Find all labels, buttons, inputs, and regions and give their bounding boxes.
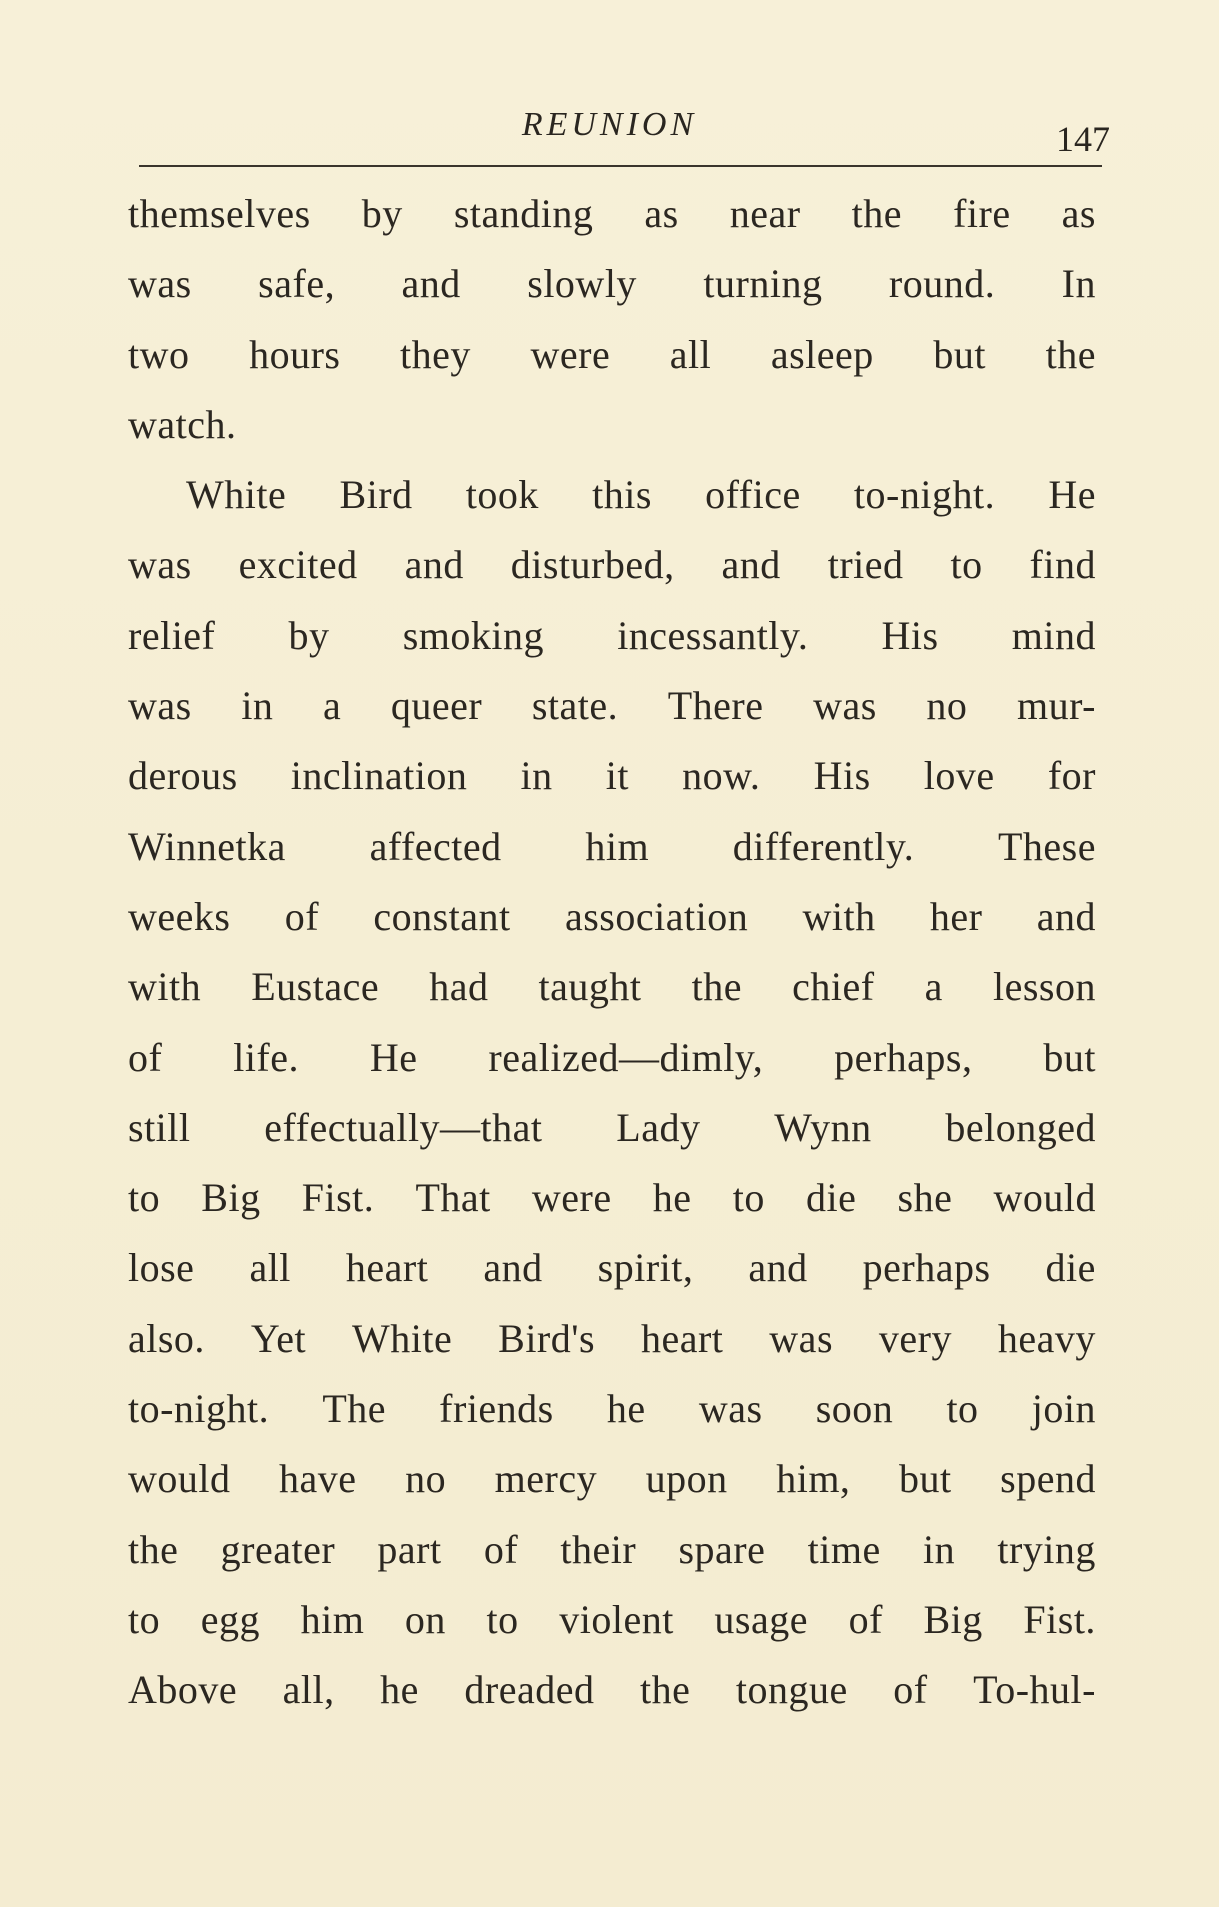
word: to xyxy=(732,1175,765,1221)
word: join xyxy=(1031,1386,1096,1432)
word: Eustace xyxy=(251,964,380,1010)
word: of xyxy=(848,1596,883,1642)
word: to-night. xyxy=(853,472,996,518)
text-line xyxy=(128,1385,1096,1455)
text-line xyxy=(128,541,1096,611)
word: but xyxy=(898,1456,952,1502)
word: soon xyxy=(815,1386,894,1432)
word: upon xyxy=(645,1456,728,1502)
word: tongue xyxy=(735,1667,848,1713)
running-head-title: REUNION xyxy=(521,106,698,143)
word: spend xyxy=(1000,1456,1096,1502)
word: also. xyxy=(128,1315,205,1361)
text-line xyxy=(128,612,1096,682)
word: were xyxy=(531,1175,612,1221)
word: taught xyxy=(538,964,642,1010)
page-number: 147 xyxy=(1056,119,1110,159)
word: him xyxy=(585,823,650,869)
word: To-hul- xyxy=(973,1667,1096,1713)
word: her xyxy=(929,893,983,939)
word: to-night. xyxy=(128,1386,270,1432)
word: realized—dimly, xyxy=(488,1034,764,1080)
word: was xyxy=(128,683,192,729)
text-line xyxy=(128,823,1096,893)
word: him xyxy=(300,1596,365,1642)
text-line xyxy=(128,752,1096,822)
word: the xyxy=(851,191,903,236)
word: spirit, xyxy=(597,1245,694,1291)
word: no xyxy=(405,1456,447,1502)
text-line xyxy=(128,1244,1096,1314)
word: he xyxy=(606,1386,646,1432)
word: lose xyxy=(128,1245,195,1291)
word: of xyxy=(128,1034,163,1080)
word: perhaps xyxy=(862,1245,991,1291)
word: to xyxy=(950,542,983,588)
word: of xyxy=(893,1667,928,1713)
word: as xyxy=(644,191,679,236)
word: He xyxy=(369,1034,418,1080)
word: derous xyxy=(128,753,238,799)
text-line xyxy=(128,1034,1096,1104)
word: constant xyxy=(373,893,511,939)
word: was xyxy=(698,1386,763,1432)
word: egg xyxy=(200,1596,260,1642)
running-head xyxy=(0,106,1219,159)
word: and xyxy=(748,1245,808,1291)
word: violent xyxy=(559,1596,674,1642)
word: inclination xyxy=(290,753,468,799)
word: Wynn xyxy=(774,1104,872,1150)
text-line xyxy=(128,190,1096,260)
word: Above xyxy=(128,1667,238,1713)
header-rule xyxy=(139,165,1102,167)
word: their xyxy=(560,1526,637,1572)
word: heart xyxy=(345,1245,429,1291)
text-line xyxy=(128,1596,1096,1666)
word: him, xyxy=(776,1456,851,1502)
word: she xyxy=(897,1175,953,1221)
word: all xyxy=(249,1245,291,1291)
word: round. xyxy=(888,261,996,307)
word: Big xyxy=(201,1175,261,1221)
word: White xyxy=(186,472,287,518)
word: trying xyxy=(997,1526,1096,1572)
word: he xyxy=(380,1667,419,1713)
text-line xyxy=(128,682,1096,752)
word: this xyxy=(592,472,652,518)
word: Lady xyxy=(616,1104,701,1150)
word: spare xyxy=(678,1526,766,1572)
word: Fist. xyxy=(1023,1596,1096,1642)
text-line xyxy=(128,1526,1096,1596)
text-line xyxy=(128,1174,1096,1244)
word: His xyxy=(881,612,939,658)
word: queer xyxy=(390,683,483,729)
word: as xyxy=(1061,191,1096,236)
word: incessantly. xyxy=(617,612,809,658)
word: usage xyxy=(714,1596,808,1642)
word: he xyxy=(652,1175,692,1221)
word: There xyxy=(667,683,764,729)
word: and xyxy=(721,542,781,588)
word: the xyxy=(128,1526,179,1572)
word: life. xyxy=(233,1034,300,1080)
word: would xyxy=(128,1456,231,1502)
word: He xyxy=(1048,472,1096,518)
body-text xyxy=(128,190,1096,1737)
word: The xyxy=(322,1386,387,1432)
word: die xyxy=(1045,1245,1096,1291)
word: still xyxy=(128,1104,191,1150)
word: affected xyxy=(369,823,502,869)
word: but xyxy=(1043,1034,1096,1080)
word: the xyxy=(691,964,742,1010)
word: by xyxy=(361,191,403,236)
word: His xyxy=(813,753,871,799)
word: heavy xyxy=(997,1315,1096,1361)
word: part xyxy=(377,1526,442,1572)
word: and xyxy=(404,542,464,588)
word: in xyxy=(241,683,274,729)
word: would xyxy=(993,1175,1096,1221)
word: and xyxy=(1036,893,1096,939)
word: themselves xyxy=(128,191,311,236)
word: the xyxy=(1045,331,1096,377)
word: These xyxy=(997,823,1096,869)
word: for xyxy=(1047,753,1096,799)
word: belonged xyxy=(945,1104,1096,1150)
word: Fist. xyxy=(301,1175,375,1221)
text-line xyxy=(128,1666,1096,1736)
word: effectually—that xyxy=(264,1104,543,1150)
text-line: watch. xyxy=(128,401,237,447)
word: took xyxy=(465,472,539,518)
text-line xyxy=(128,1455,1096,1525)
word: heart xyxy=(640,1315,724,1361)
word: love xyxy=(923,753,995,799)
word: no xyxy=(926,683,968,729)
word: mind xyxy=(1011,612,1096,658)
word: the xyxy=(639,1667,691,1713)
word: friends xyxy=(439,1386,554,1432)
word: to xyxy=(486,1596,519,1642)
text-line xyxy=(128,260,1096,330)
word: were xyxy=(530,331,611,377)
word: Winnetka xyxy=(128,823,286,869)
word: but xyxy=(933,331,987,377)
word: of xyxy=(483,1526,519,1572)
word: near xyxy=(729,191,801,236)
word: mur- xyxy=(1016,683,1096,729)
word: to xyxy=(128,1596,161,1642)
text-line xyxy=(128,1315,1096,1385)
word: In xyxy=(1061,261,1096,307)
word: in xyxy=(922,1526,956,1572)
word: two xyxy=(128,331,190,377)
word: relief xyxy=(128,612,216,658)
word: asleep xyxy=(770,331,874,377)
word: was xyxy=(128,261,192,307)
word: was xyxy=(128,542,192,588)
word: to xyxy=(128,1175,161,1221)
word: all xyxy=(669,331,712,377)
text-line xyxy=(128,893,1096,963)
word: Bird xyxy=(339,472,413,518)
word: time xyxy=(807,1526,881,1572)
word: weeks xyxy=(128,893,231,939)
word: was xyxy=(813,683,877,729)
word: perhaps, xyxy=(834,1034,973,1080)
word: greater xyxy=(220,1526,336,1572)
word: to xyxy=(946,1386,979,1432)
word: they xyxy=(400,331,471,377)
word: office xyxy=(705,472,801,518)
word: slowly xyxy=(527,261,637,307)
word: disturbed, xyxy=(510,542,675,588)
word: of xyxy=(284,893,320,939)
word: differently. xyxy=(732,823,915,869)
word: and xyxy=(401,261,461,307)
word: smoking xyxy=(402,612,545,658)
word: safe, xyxy=(258,261,336,307)
word: on xyxy=(404,1596,446,1642)
word: have xyxy=(279,1456,357,1502)
word: in xyxy=(520,753,553,799)
word: Big xyxy=(923,1596,983,1642)
word: lesson xyxy=(993,964,1096,1010)
word: die xyxy=(805,1175,857,1221)
word: chief xyxy=(792,964,875,1010)
word: was xyxy=(769,1315,834,1361)
text-line xyxy=(128,1104,1096,1174)
word: and xyxy=(483,1245,543,1291)
word: fire xyxy=(953,191,1011,236)
text-line xyxy=(128,471,1096,541)
word: turning xyxy=(703,261,823,307)
text-line xyxy=(128,963,1096,1033)
word: association xyxy=(564,893,749,939)
word: That xyxy=(415,1175,491,1221)
word: standing xyxy=(453,191,594,236)
word: by xyxy=(288,612,330,658)
word: with xyxy=(128,964,202,1010)
word: had xyxy=(429,964,489,1010)
word: Bird's xyxy=(498,1315,596,1361)
word: a xyxy=(323,683,342,729)
word: dreaded xyxy=(464,1667,595,1713)
word: tried xyxy=(827,542,904,588)
word: very xyxy=(878,1315,952,1361)
text-line xyxy=(128,331,1096,401)
word: excited xyxy=(238,542,358,588)
word: mercy xyxy=(494,1456,598,1502)
word: now. xyxy=(682,753,761,799)
word: it xyxy=(605,753,629,799)
word: all, xyxy=(282,1667,335,1713)
word: White xyxy=(352,1315,453,1361)
word: find xyxy=(1029,542,1096,588)
word: with xyxy=(802,893,876,939)
word: state. xyxy=(531,683,619,729)
word: a xyxy=(924,964,943,1010)
word: Yet xyxy=(250,1315,307,1361)
word: hours xyxy=(249,331,341,377)
